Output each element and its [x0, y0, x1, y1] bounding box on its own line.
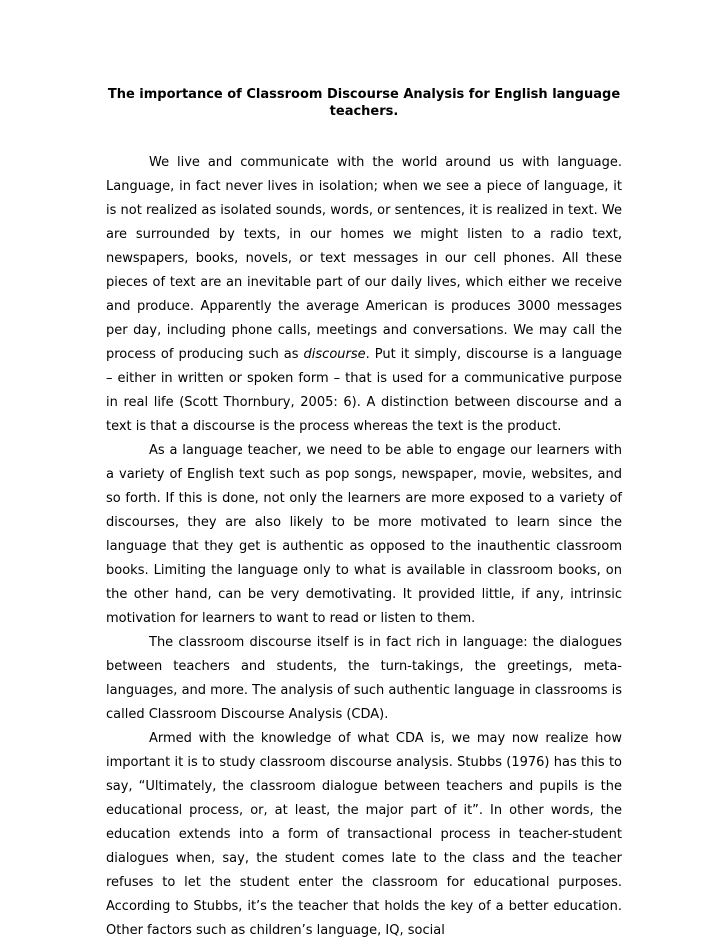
paragraph-1-emphasis: discourse [303, 347, 366, 362]
paragraph-1-text-end: . Put it simply, discourse is a language – either in written or spoken form – that is used for a communicative purpose in real life (Scott Thornbury, 2005: 6). A distinction between discourse and a text is that a discourse is the process whereas the text is the product. [106, 347, 622, 434]
document-body [106, 151, 622, 943]
paragraph-4: Armed with the knowledge of what CDA is, we may now realize how important it is to study classroom discourse analysis. Stubbs (1976) has this to say, “Ultimately, the classroom dialogue between teachers and pupils is the educational process, or, at least, the major part of it”. In other words, the education extends into a form of transactional process in teacher-student dialogues when, say, the student comes late to the class and the teacher refuses to let the student enter the classroom for educational purposes. According to Stubbs, it’s the teacher that holds the key of a better education. Other factors such as children’s language, IQ, social [106, 731, 622, 938]
paragraph-3: The classroom discourse itself is in fact rich in language: the dialogues between teachers and students, the turn-takings, the greetings, meta-languages, and more. The analysis of such authentic language in classrooms is called Classroom Discourse Analysis (CDA). [106, 635, 622, 722]
paragraph-1-text-start: We live and communicate with the world around us with language. Language, in fact never lives in isolation; when we see a piece of language, it is not realized as isolated sounds, words, or sentences, it is realized in text. We are surrounded by texts, in our homes we might listen to a radio text, newspapers, books, novels, or text messages in our cell phones. All these pieces of text are an inevitable part of our daily lives, which either we receive and produce. Apparently the average American is produces 3000 messages per day, including phone calls, meetings and conversations. We may call the process of producing such as [106, 155, 622, 362]
paragraph-2: As a language teacher, we need to be able to engage our learners with a variety of English text such as pop songs, newspaper, movie, websites, and so forth. If this is done, not only the learners are more exposed to a variety of discourses, they are also likely to be more motivated to learn since the language that they get is authentic as opposed to the inauthentic classroom books. Limiting the language only to what is available in classroom books, on the other hand, can be very demotivating. It provided little, if any, intrinsic motivation for learners to want to read or listen to them. [106, 443, 622, 626]
document-title: The importance of Classroom Discourse Analysis for English language teachers. [107, 87, 621, 119]
paragraph-1 [106, 151, 622, 439]
